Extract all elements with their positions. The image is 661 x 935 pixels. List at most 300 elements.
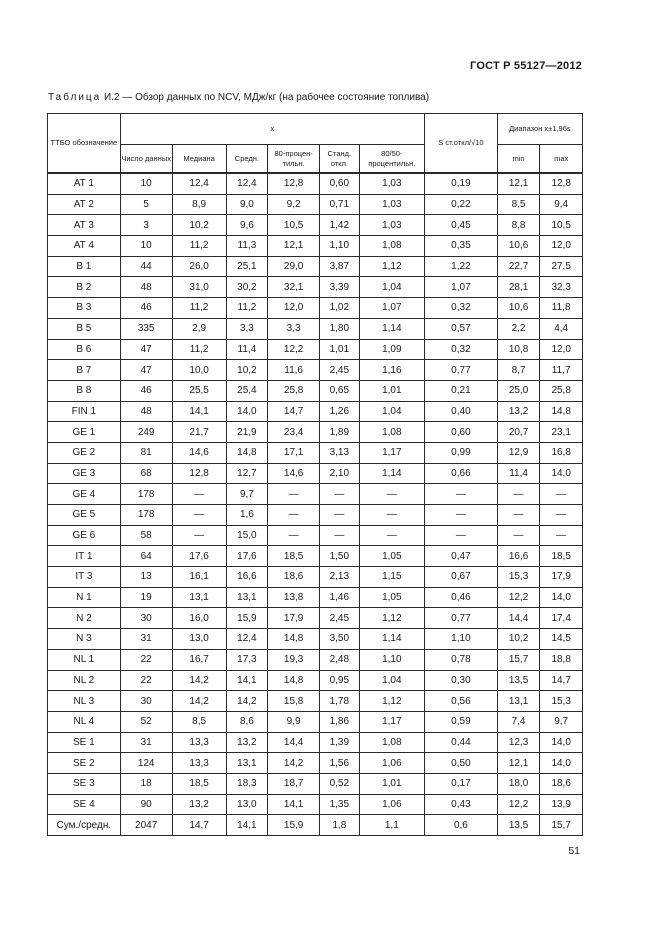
table-cell: 0,43 xyxy=(425,794,498,815)
table-cell: 1,04 xyxy=(359,401,425,422)
table-cell: 1,01 xyxy=(359,380,425,401)
table-cell: 10,2 xyxy=(497,629,540,650)
table-cell: 13,8 xyxy=(268,587,320,608)
table-cell: 1,04 xyxy=(359,277,425,298)
table-cell: 30 xyxy=(120,691,172,712)
table-cell: 21,9 xyxy=(226,422,268,443)
table-cell: 14,7 xyxy=(540,670,583,691)
table-cell: 23,1 xyxy=(540,422,583,443)
table-cell: 19,3 xyxy=(268,649,320,670)
table-cell: 1,03 xyxy=(359,194,425,215)
table-cell: 178 xyxy=(120,484,172,505)
table-cell: 17,3 xyxy=(226,649,268,670)
table-cell: GE 2 xyxy=(48,442,121,463)
table-cell: NL 3 xyxy=(48,691,121,712)
table-cell: 16,1 xyxy=(172,567,226,588)
table-cell: 12,1 xyxy=(497,753,540,774)
table-cell: 0,30 xyxy=(425,670,498,691)
table-cell: 2047 xyxy=(120,815,172,836)
table-cell: 27,5 xyxy=(540,256,583,277)
table-cell: — xyxy=(268,525,320,546)
table-cell: 1,12 xyxy=(359,608,425,629)
table-cell: 8,7 xyxy=(497,360,540,381)
table-cell: 11,4 xyxy=(497,463,540,484)
table-row xyxy=(48,463,583,484)
table-cell: 3,3 xyxy=(226,318,268,339)
table-row xyxy=(48,649,583,670)
table-row xyxy=(48,318,583,339)
table-cell: 26,0 xyxy=(172,256,226,277)
table-cell: 14,8 xyxy=(226,442,268,463)
table-cell: 8,5 xyxy=(497,194,540,215)
table-cell: 17,9 xyxy=(268,608,320,629)
table-cell: 46 xyxy=(120,380,172,401)
table-cell: 25,8 xyxy=(268,380,320,401)
table-cell: 18,5 xyxy=(172,773,226,794)
table-cell: 1,1 xyxy=(359,815,425,836)
table-cell: 14,0 xyxy=(540,732,583,753)
table-cell: SE 4 xyxy=(48,794,121,815)
table-cell: 25,1 xyxy=(226,256,268,277)
table-cell: 1,04 xyxy=(359,670,425,691)
table-cell: GE 1 xyxy=(48,422,121,443)
header-std: Станд. откл. xyxy=(320,145,359,174)
table-cell: 14,2 xyxy=(226,691,268,712)
table-row xyxy=(48,815,583,836)
table-cell: 15,3 xyxy=(497,567,540,588)
table-cell: 30,2 xyxy=(226,277,268,298)
table-row xyxy=(48,711,583,732)
table-cell: 10,5 xyxy=(540,215,583,236)
table-cell: NL 2 xyxy=(48,670,121,691)
table-cell: 18,5 xyxy=(540,546,583,567)
table-cell: 0,65 xyxy=(320,380,359,401)
table-cell: 11,3 xyxy=(226,236,268,257)
table-cell: — xyxy=(497,505,540,526)
table-cell: 15,9 xyxy=(268,815,320,836)
table-cell: — xyxy=(268,505,320,526)
table-cell: 13,9 xyxy=(540,794,583,815)
table-cell: 1,22 xyxy=(425,256,498,277)
table-cell: 15,0 xyxy=(226,525,268,546)
table-cell: 46 xyxy=(120,298,172,319)
table-cell: 15,7 xyxy=(540,815,583,836)
table-cell: 1,46 xyxy=(320,587,359,608)
table-cell: 14,6 xyxy=(268,463,320,484)
table-cell: 2,45 xyxy=(320,608,359,629)
table-cell: 12,8 xyxy=(172,463,226,484)
table-cell: 12,2 xyxy=(268,339,320,360)
table-row xyxy=(48,670,583,691)
table-cell: 1,80 xyxy=(320,318,359,339)
table-cell: 13,1 xyxy=(226,587,268,608)
table-cell: — xyxy=(359,525,425,546)
table-cell: — xyxy=(425,505,498,526)
table-cell: 10,0 xyxy=(172,360,226,381)
table-cell: 0,59 xyxy=(425,711,498,732)
table-caption-text: И.2 — Обзор данных по NCV, МДж/кг (на рабочее состояние топлива) xyxy=(101,92,430,103)
table-cell: B 8 xyxy=(48,380,121,401)
table-cell: 32,1 xyxy=(268,277,320,298)
table-cell: 0,22 xyxy=(425,194,498,215)
table-cell: AT 3 xyxy=(48,215,121,236)
table-row xyxy=(48,173,583,194)
table-cell: 18,8 xyxy=(540,649,583,670)
header-p80: 80-процен-тильн. xyxy=(268,145,320,174)
table-cell: 25,5 xyxy=(172,380,226,401)
table-cell: 14,2 xyxy=(172,691,226,712)
table-cell: 1,10 xyxy=(359,649,425,670)
table-cell: 0,78 xyxy=(425,649,498,670)
table-row xyxy=(48,194,583,215)
table-cell: — xyxy=(540,525,583,546)
table-row xyxy=(48,794,583,815)
table-cell: 11,2 xyxy=(172,298,226,319)
table-cell: B 2 xyxy=(48,277,121,298)
table-cell: 2,10 xyxy=(320,463,359,484)
table-cell: 0,60 xyxy=(425,422,498,443)
table-body xyxy=(48,173,583,836)
table-row xyxy=(48,773,583,794)
table-cell: 31 xyxy=(120,629,172,650)
table-caption-label: Таблица xyxy=(48,92,102,103)
table-cell: 1,08 xyxy=(359,732,425,753)
table-cell: 10 xyxy=(120,236,172,257)
table-row xyxy=(48,401,583,422)
table-cell: 16,6 xyxy=(226,567,268,588)
header-count: Число данных xyxy=(120,145,172,174)
table-row xyxy=(48,505,583,526)
table-cell: 47 xyxy=(120,339,172,360)
table-cell: AT 2 xyxy=(48,194,121,215)
table-cell: 14,0 xyxy=(540,753,583,774)
table-cell: — xyxy=(359,484,425,505)
table-cell: 14,2 xyxy=(268,753,320,774)
table-cell: 18 xyxy=(120,773,172,794)
table-cell: NL 4 xyxy=(48,711,121,732)
table-cell: 3,13 xyxy=(320,442,359,463)
table-row xyxy=(48,442,583,463)
table-cell: 12,8 xyxy=(540,173,583,194)
table-cell: 249 xyxy=(120,422,172,443)
table-cell: 1,39 xyxy=(320,732,359,753)
table-cell: 2,48 xyxy=(320,649,359,670)
table-cell: 16,8 xyxy=(540,442,583,463)
table-cell: 18,0 xyxy=(497,773,540,794)
table-cell: 21,7 xyxy=(172,422,226,443)
table-cell: 2,45 xyxy=(320,360,359,381)
table-cell: 18,5 xyxy=(268,546,320,567)
table-cell: 25,8 xyxy=(540,380,583,401)
header-mean: Средн. xyxy=(226,145,268,174)
table-cell: 13,3 xyxy=(172,753,226,774)
table-cell: 31,0 xyxy=(172,277,226,298)
table-cell: 0,57 xyxy=(425,318,498,339)
table-row xyxy=(48,215,583,236)
table-cell: 17,9 xyxy=(540,567,583,588)
table-cell: 9,4 xyxy=(540,194,583,215)
table-cell: 7,4 xyxy=(497,711,540,732)
table-cell: 0,71 xyxy=(320,194,359,215)
table-cell: B 1 xyxy=(48,256,121,277)
table-cell: 13,1 xyxy=(497,691,540,712)
table-cell: 1,06 xyxy=(359,794,425,815)
table-cell: 90 xyxy=(120,794,172,815)
table-cell: 0,21 xyxy=(425,380,498,401)
table-cell: 18,6 xyxy=(268,567,320,588)
table-cell: 3,3 xyxy=(268,318,320,339)
table-cell: 2,13 xyxy=(320,567,359,588)
table-cell: 1,03 xyxy=(359,215,425,236)
table-cell: 18,3 xyxy=(226,773,268,794)
table-cell: 15,9 xyxy=(226,608,268,629)
table-cell: 13,0 xyxy=(226,794,268,815)
table-cell: 1,12 xyxy=(359,691,425,712)
table-cell: 1,03 xyxy=(359,173,425,194)
table-cell: 1,15 xyxy=(359,567,425,588)
table-row xyxy=(48,525,583,546)
table-cell: 16,0 xyxy=(172,608,226,629)
table-cell: 9,0 xyxy=(226,194,268,215)
ncv-data-table xyxy=(47,113,583,836)
table-row xyxy=(48,546,583,567)
table-cell: 1,02 xyxy=(320,298,359,319)
table-cell: 47 xyxy=(120,360,172,381)
table-cell: 12,4 xyxy=(172,173,226,194)
table-cell: — xyxy=(268,484,320,505)
table-cell: 0,32 xyxy=(425,339,498,360)
table-cell: 15,3 xyxy=(540,691,583,712)
table-cell: GE 6 xyxy=(48,525,121,546)
table-cell: 17,6 xyxy=(226,546,268,567)
header-max: max xyxy=(540,145,583,174)
table-cell: 11,2 xyxy=(226,298,268,319)
table-cell: 12,7 xyxy=(226,463,268,484)
table-cell: 335 xyxy=(120,318,172,339)
table-cell: 11,8 xyxy=(540,298,583,319)
table-cell: 20,7 xyxy=(497,422,540,443)
table-row xyxy=(48,691,583,712)
table-cell: 11,4 xyxy=(226,339,268,360)
table-cell: 68 xyxy=(120,463,172,484)
table-cell: 25,0 xyxy=(497,380,540,401)
table-cell: 0,66 xyxy=(425,463,498,484)
table-row xyxy=(48,732,583,753)
table-cell: N 3 xyxy=(48,629,121,650)
table-cell: 13,3 xyxy=(172,732,226,753)
table-cell: 13,5 xyxy=(497,815,540,836)
table-cell: 1,56 xyxy=(320,753,359,774)
table-cell: 12,4 xyxy=(226,629,268,650)
table-cell: 9,2 xyxy=(268,194,320,215)
table-cell: 12,0 xyxy=(540,339,583,360)
table-cell: Сум./средн. xyxy=(48,815,121,836)
table-cell: 0,67 xyxy=(425,567,498,588)
table-cell: 14,1 xyxy=(226,670,268,691)
table-cell: 14,7 xyxy=(172,815,226,836)
table-cell: 14,8 xyxy=(268,670,320,691)
table-cell: 1,10 xyxy=(320,236,359,257)
table-cell: 0,52 xyxy=(320,773,359,794)
table-cell: N 1 xyxy=(48,587,121,608)
table-cell: 14,8 xyxy=(540,401,583,422)
table-row xyxy=(48,298,583,319)
table-cell: — xyxy=(320,484,359,505)
table-cell: 10,2 xyxy=(226,360,268,381)
table-cell: 14,1 xyxy=(172,401,226,422)
table-cell: — xyxy=(497,525,540,546)
table-cell: 48 xyxy=(120,401,172,422)
table-cell: 18,6 xyxy=(540,773,583,794)
page-number: 51 xyxy=(568,845,580,857)
header-median: Медиана xyxy=(172,145,226,174)
table-cell: 8,6 xyxy=(226,711,268,732)
table-cell: 14,2 xyxy=(172,670,226,691)
table-cell: 22 xyxy=(120,649,172,670)
table-cell: 1,8 xyxy=(320,815,359,836)
table-cell: 81 xyxy=(120,442,172,463)
table-cell: 1,07 xyxy=(425,277,498,298)
table-cell: 13,0 xyxy=(172,629,226,650)
table-cell: 9,6 xyxy=(226,215,268,236)
table-cell: 1,05 xyxy=(359,546,425,567)
table-cell: 17,6 xyxy=(172,546,226,567)
table-row xyxy=(48,277,583,298)
table-cell: 13,1 xyxy=(172,587,226,608)
table-cell: — xyxy=(320,505,359,526)
table-cell: 178 xyxy=(120,505,172,526)
table-cell: 3 xyxy=(120,215,172,236)
table-cell: 1,06 xyxy=(359,753,425,774)
table-cell: GE 3 xyxy=(48,463,121,484)
table-cell: 3,87 xyxy=(320,256,359,277)
table-cell: 12,0 xyxy=(540,236,583,257)
table-cell: 1,89 xyxy=(320,422,359,443)
table-cell: 0,47 xyxy=(425,546,498,567)
table-cell: 1,16 xyxy=(359,360,425,381)
table-cell: 8,5 xyxy=(172,711,226,732)
table-cell: 0,56 xyxy=(425,691,498,712)
header-range: Диапазон x±1,96s xyxy=(497,114,582,145)
table-cell: 44 xyxy=(120,256,172,277)
table-cell: 1,35 xyxy=(320,794,359,815)
table-cell: 2,9 xyxy=(172,318,226,339)
table-row xyxy=(48,256,583,277)
table-cell: 1,01 xyxy=(320,339,359,360)
table-cell: 12,8 xyxy=(268,173,320,194)
table-cell: 19 xyxy=(120,587,172,608)
table-cell: 14,7 xyxy=(268,401,320,422)
table-cell: SE 2 xyxy=(48,753,121,774)
table-cell: 0,45 xyxy=(425,215,498,236)
table-cell: B 3 xyxy=(48,298,121,319)
table-cell: 48 xyxy=(120,277,172,298)
table-cell: 16,7 xyxy=(172,649,226,670)
table-cell: 0,99 xyxy=(425,442,498,463)
table-cell: N 2 xyxy=(48,608,121,629)
table-cell: — xyxy=(172,505,226,526)
header-min: min xyxy=(497,145,540,174)
table-cell: B 6 xyxy=(48,339,121,360)
table-cell: 0,19 xyxy=(425,173,498,194)
table-cell: 8,8 xyxy=(497,215,540,236)
table-cell: SE 1 xyxy=(48,732,121,753)
table-cell: 0,35 xyxy=(425,236,498,257)
table-cell: 11,6 xyxy=(268,360,320,381)
table-cell: 3,50 xyxy=(320,629,359,650)
table-row xyxy=(48,360,583,381)
table-cell: 58 xyxy=(120,525,172,546)
table-row xyxy=(48,608,583,629)
table-cell: 0,44 xyxy=(425,732,498,753)
table-cell: 1,26 xyxy=(320,401,359,422)
table-cell: 14,5 xyxy=(540,629,583,650)
table-cell: — xyxy=(425,484,498,505)
table-cell: 0,32 xyxy=(425,298,498,319)
table-cell: 10 xyxy=(120,173,172,194)
table-cell: 14,0 xyxy=(540,587,583,608)
table-cell: 15,8 xyxy=(268,691,320,712)
table-cell: 1,09 xyxy=(359,339,425,360)
table-cell: 9,9 xyxy=(268,711,320,732)
table-cell: 4,4 xyxy=(540,318,583,339)
table-cell: 1,86 xyxy=(320,711,359,732)
table-cell: 31 xyxy=(120,732,172,753)
table-row xyxy=(48,629,583,650)
table-cell: AT 1 xyxy=(48,173,121,194)
table-cell: 1,42 xyxy=(320,215,359,236)
table-cell: 1,05 xyxy=(359,587,425,608)
table-cell: 14,0 xyxy=(226,401,268,422)
table-cell: 124 xyxy=(120,753,172,774)
table-cell: 52 xyxy=(120,711,172,732)
table-cell: NL 1 xyxy=(48,649,121,670)
table-cell: 32,3 xyxy=(540,277,583,298)
table-cell: 10,5 xyxy=(268,215,320,236)
table-cell: 1,10 xyxy=(425,629,498,650)
table-cell: 9,7 xyxy=(226,484,268,505)
table-cell: 15,7 xyxy=(497,649,540,670)
table-cell: FIN 1 xyxy=(48,401,121,422)
table-cell: 0,60 xyxy=(320,173,359,194)
table-cell: — xyxy=(172,484,226,505)
table-cell: 28,1 xyxy=(497,277,540,298)
table-cell: 25,4 xyxy=(226,380,268,401)
table-cell: 10,6 xyxy=(497,298,540,319)
table-cell: 0,40 xyxy=(425,401,498,422)
table-cell: 0,77 xyxy=(425,608,498,629)
table-cell: 22 xyxy=(120,670,172,691)
table-cell: 14,1 xyxy=(268,794,320,815)
table-cell: GE 4 xyxy=(48,484,121,505)
table-cell: 0,46 xyxy=(425,587,498,608)
table-cell: 0,50 xyxy=(425,753,498,774)
table-cell: 1,14 xyxy=(359,463,425,484)
document-standard-header: ГОСТ Р 55127—2012 xyxy=(470,60,582,72)
table-cell: IT 1 xyxy=(48,546,121,567)
table-cell: 14,0 xyxy=(540,463,583,484)
table-cell: 13 xyxy=(120,567,172,588)
table-cell: 12,4 xyxy=(226,173,268,194)
table-cell: — xyxy=(497,484,540,505)
table-cell: 14,6 xyxy=(172,442,226,463)
table-cell: 13,2 xyxy=(497,401,540,422)
header-x: x xyxy=(120,114,424,145)
table-cell: 3,39 xyxy=(320,277,359,298)
table-row xyxy=(48,753,583,774)
table-cell: 5 xyxy=(120,194,172,215)
table-cell: 17,1 xyxy=(268,442,320,463)
